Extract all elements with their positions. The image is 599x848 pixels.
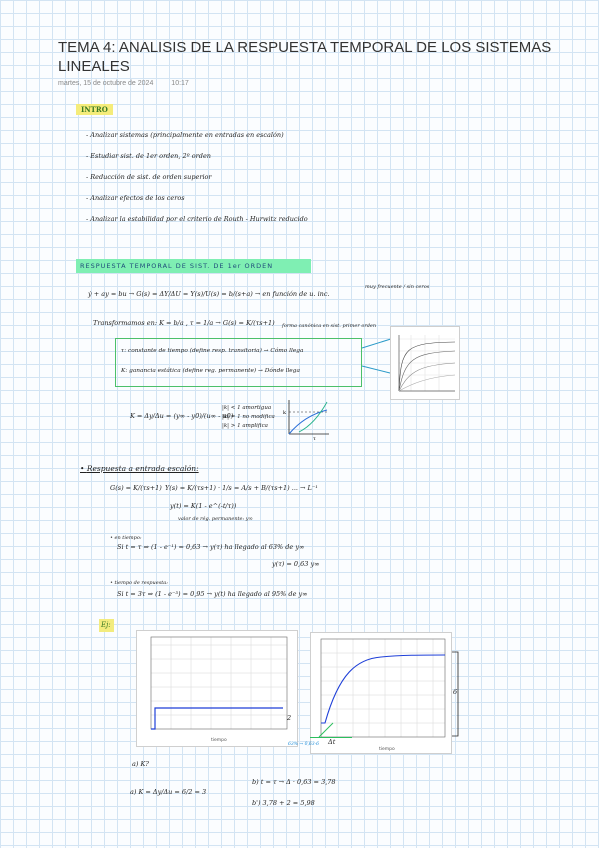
first-order-sketch bbox=[283, 396, 333, 442]
list-item: - Estudiar sist. de 1er orden, 2º orden bbox=[86, 152, 211, 160]
question-a: a) K? bbox=[132, 760, 149, 768]
g-step-eq: G(s) = K/(τs+1) bbox=[110, 484, 162, 492]
canonical-eq: Transformamos en: K = b/a , τ = 1/a → G(s) = K/(τs+1) bbox=[93, 319, 275, 327]
gain-case: |k| > 1 amplifica bbox=[222, 423, 268, 429]
gain-eq: K = Δy/Δu = (y∞ - y0)/(u∞ - u0) bbox=[130, 412, 234, 420]
page-title: TEMA 4: ANALISIS DE LA RESPUESTA TEMPORAL DE LOS SISTEMAS LINEALES bbox=[58, 39, 552, 75]
sketch-label-k: k bbox=[283, 410, 287, 416]
response-family-figure bbox=[390, 326, 460, 400]
response-family-plot bbox=[391, 327, 459, 399]
answer-b1: b) t = τ → Δ · 0,63 = 3,78 bbox=[252, 778, 336, 786]
intro-list bbox=[86, 131, 308, 236]
k-definition: K: ganancia estática (define reg. permanente) → Dónde llega bbox=[121, 368, 300, 374]
answer-a: a) K = Δy/Δu = 6/2 = 3 bbox=[130, 788, 207, 796]
page-time: 10:17 bbox=[171, 80, 189, 87]
list-item: - Analizar sistemas (principalmente en entradas en escalón) bbox=[86, 131, 284, 139]
step-amplitude: 2 bbox=[287, 714, 292, 722]
section-heading-first-order: RESPUESTA TEMPORAL DE SIST. DE 1er ORDEN bbox=[76, 259, 311, 273]
list-item: - Analizar efectos de los ceros bbox=[86, 194, 185, 202]
time-response-note: valor de rég. permanente: y∞ bbox=[178, 516, 253, 522]
gain-cases bbox=[222, 404, 275, 431]
time-constant-title: • en tiempo: bbox=[110, 535, 142, 541]
delta-t-label: Δt bbox=[328, 738, 336, 746]
list-item: - Analizar la estabilidad por el criterio de Routh - Hurwitz reducido bbox=[86, 215, 308, 223]
response-amplitude: 6 bbox=[453, 688, 458, 696]
response-note: 63% → 0,63·6 bbox=[288, 742, 319, 747]
time-constant-result: y(τ) = 0,63 y∞ bbox=[272, 560, 320, 568]
step-response-heading: • Respuesta a entrada escalón: bbox=[80, 464, 199, 473]
definition-box bbox=[115, 338, 362, 387]
example-label: Ej: bbox=[101, 621, 111, 629]
time-response-eq: y(t) = K(1 - e^(-t/τ)) bbox=[170, 502, 237, 510]
page-meta bbox=[58, 80, 205, 87]
answer-b2: b') 3,78 + 2 = 5,98 bbox=[252, 799, 315, 807]
transfer-note: muy frecuente / sin ceros bbox=[365, 284, 430, 290]
output-response-plot bbox=[311, 633, 451, 753]
gain-case: |k| = 1 no modifica bbox=[222, 414, 275, 420]
settling-time-eq: Si t = 3τ ⇒ (1 - e⁻³) = 0,95 → y(t) ha llegado al 95% de y∞ bbox=[117, 590, 308, 598]
sketch-label-tau: τ bbox=[313, 436, 316, 442]
intro-label: INTRO bbox=[76, 104, 113, 115]
transfer-eq: ẏ + ay = bu → G(s) = ΔY/ΔU = Y(s)/U(s) = b/(s+a) → en función de u. inc. bbox=[88, 290, 330, 298]
tau-definition: τ: constante de tiempo (define resp. transitoria) → Cómo llega bbox=[121, 348, 304, 354]
settling-time-title: • tiempo de respuesta: bbox=[110, 580, 168, 586]
output-response-figure bbox=[310, 632, 452, 754]
time-constant-eq: Si t = τ ⇒ (1 - e⁻¹) = 0,63 → y(τ) ha llegado al 63% de y∞ bbox=[117, 543, 305, 551]
y-step-eq: Y(s) = K/(τs+1) · 1/s = A/s + B/(τs+1) ... → L⁻¹ bbox=[165, 484, 318, 492]
input-step-figure bbox=[136, 630, 298, 747]
input-step-plot bbox=[137, 631, 297, 746]
gain-case: |k| < 1 amortigua bbox=[222, 405, 272, 411]
input-step-xlabel: tiempo bbox=[211, 738, 227, 743]
canonical-note: forma canónica en sist. primer orden bbox=[282, 323, 377, 329]
page-date: martes, 15 de octubre de 2024 bbox=[58, 80, 154, 87]
list-item: - Reducción de sist. de orden superior bbox=[86, 173, 212, 181]
output-response-xlabel: tiempo bbox=[379, 747, 395, 752]
